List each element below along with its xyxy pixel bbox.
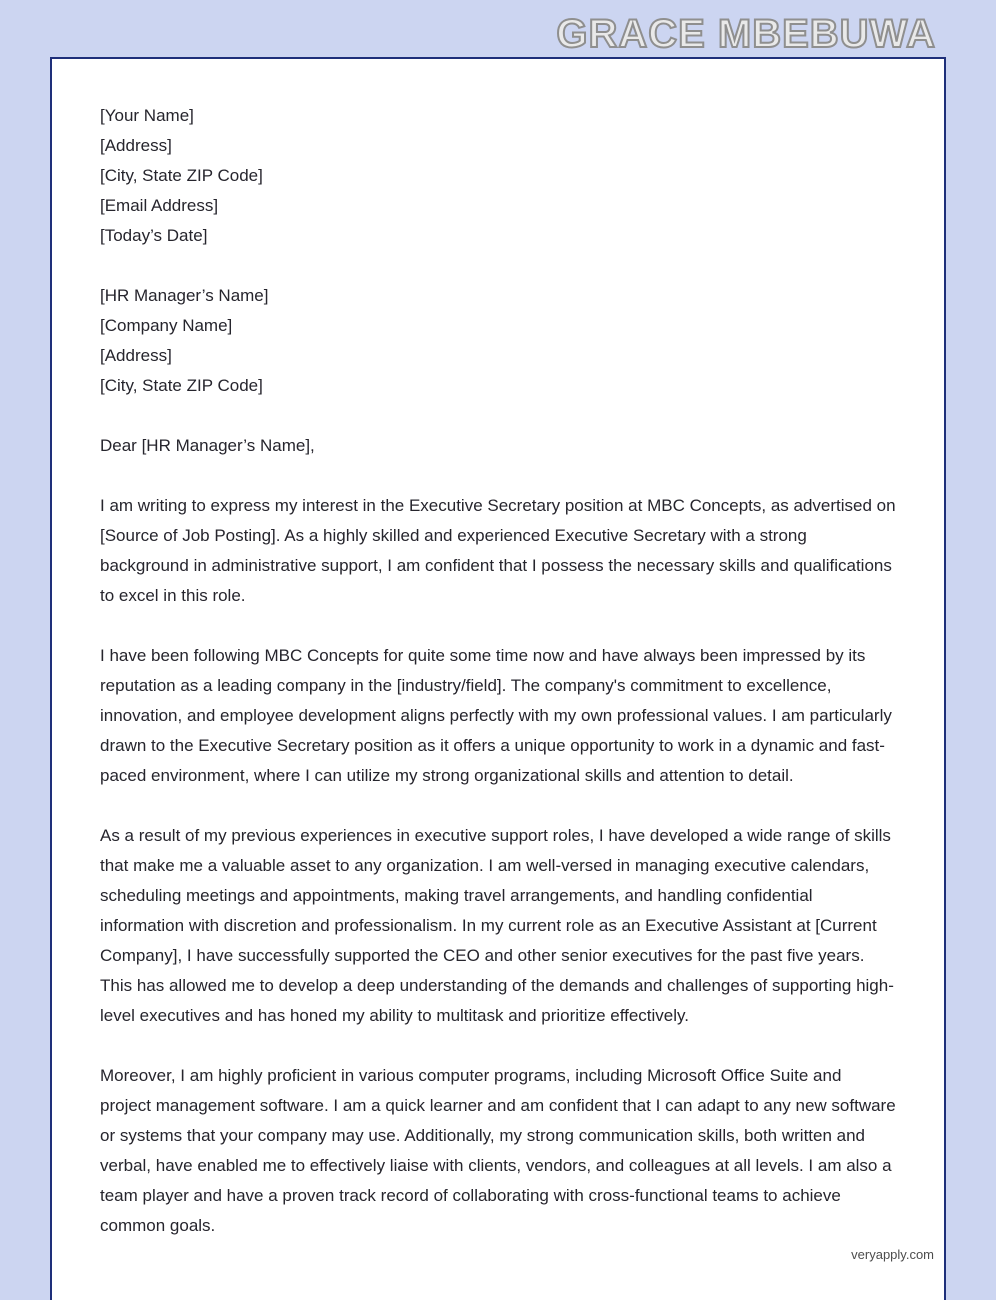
- letter-paragraph: I am writing to express my interest in the Executive Secretary position at MBC Concepts, as advertised on [Source of Job Posting]. As a highly skilled and experienced Executive Secretary with a strong background in administrative support, I am confident that I possess the necessary skills and qualifications to excel in this role.: [100, 496, 896, 605]
- letter-paragraph: As a result of my previous experiences in executive support roles, I have developed a wide range of skills that make me a valuable asset to any organization. I am well-versed in managing executive calendars, scheduling meetings and appointments, making travel arrangements, and handling confidential information with discretion and professionalism. In my current role as an Executive Assistant at [Current Company], I have successfully supported the CEO and other senior executives for the past five years. This has allowed me to develop a deep understanding of the demands and challenges of supporting high-level executives and has honed my ability to multitask and prioritize effectively.: [100, 826, 894, 1025]
- sender-address-line: [Address]: [100, 136, 172, 155]
- recipient-address-line: [HR Manager’s Name]: [100, 286, 269, 305]
- letter-body: [100, 491, 896, 1241]
- sender-address-line: [Your Name]: [100, 106, 194, 125]
- recipient-address-block: [100, 281, 896, 401]
- recipient-address-line: [Address]: [100, 346, 172, 365]
- letter-paragraph: I have been following MBC Concepts for quite some time now and have always been impressed by its reputation as a leading company in the [industry/field]. The company's commitment to excellence, innovation, and employee development aligns perfectly with my own professional values. I am particularly drawn to the Executive Secretary position as it offers a unique opportunity to work in a dynamic and fast-paced environment, where I can utilize my strong organizational skills and attention to detail.: [100, 646, 892, 785]
- letter-paragraph: Moreover, I am highly proficient in various computer programs, including Microsoft Office Suite and project management software. I am a quick learner and am confident that I can adapt to any new software or systems that your company may use. Additionally, my strong communication skills, both written and verbal, have enabled me to effectively liaise with clients, vendors, and colleagues at all levels. I am also a team player and have a proven track record of collaborating with cross-functional teams to achieve common goals.: [100, 1066, 896, 1235]
- letter-page: [50, 57, 946, 1300]
- recipient-address-line: [City, State ZIP Code]: [100, 376, 263, 395]
- salutation: Dear [HR Manager’s Name],: [100, 436, 315, 455]
- sender-address-line: [City, State ZIP Code]: [100, 166, 263, 185]
- letter-content: [52, 59, 944, 1241]
- sender-address-block: [100, 101, 896, 251]
- sender-address-line: [Email Address]: [100, 196, 219, 215]
- sender-address-line: [Today’s Date]: [100, 226, 208, 245]
- watermark-text: veryapply.com: [851, 1247, 934, 1262]
- recipient-address-line: [Company Name]: [100, 316, 233, 335]
- brand-header-title: GRACE MBEBUWA: [556, 12, 936, 56]
